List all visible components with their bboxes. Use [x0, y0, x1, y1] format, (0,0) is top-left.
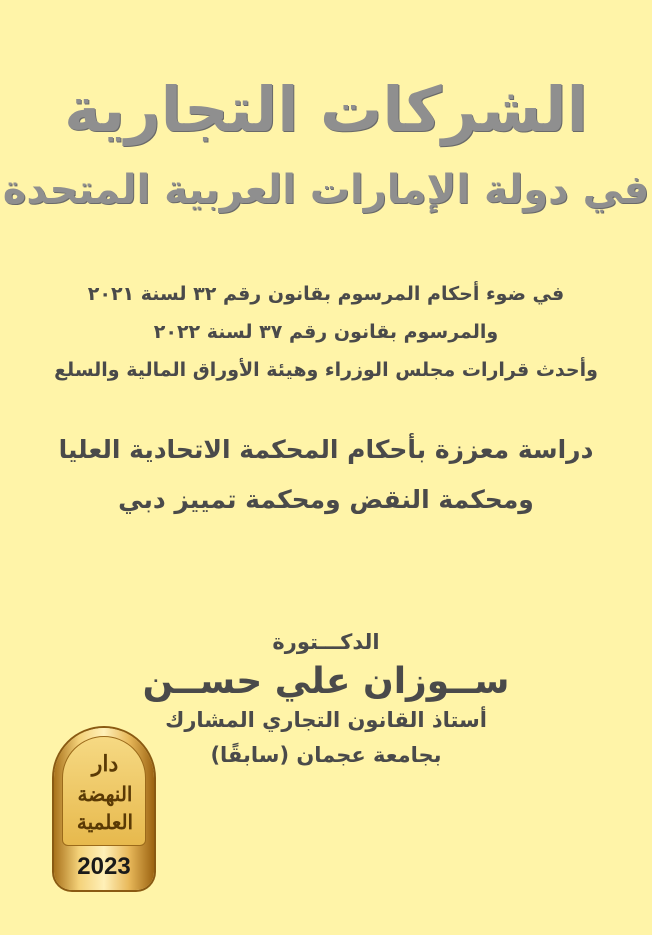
publisher-logo-line-3: العلمية	[76, 810, 134, 834]
basis-line-3: وأحدث قرارات مجلس الوزراء وهيئة الأوراق المالية والسلع	[54, 359, 598, 381]
book-title: الشركات التجارية	[64, 73, 588, 146]
publisher-logo	[62, 736, 146, 846]
author-university: بجامعة عجمان (سابقًا)	[210, 743, 442, 767]
study-line-1: دراسة معززة بأحكام المحكمة الاتحادية العليا	[58, 435, 594, 464]
publication-year: 2023	[77, 853, 131, 880]
author-position: أستاذ القانون التجاري المشارك	[165, 708, 487, 732]
study-line-2: ومحكمة النقض ومحكمة تمييز دبي	[118, 485, 534, 514]
basis-line-1: في ضوء أحكام المرسوم بقانون رقم ٣٢ لسنة ٢٠٢١	[87, 283, 565, 305]
author-name: ســوزان علي حســن	[142, 661, 510, 702]
basis-line-2: والمرسوم بقانون رقم ٣٧ لسنة ٢٠٢٢	[153, 321, 499, 343]
author-title: الدكـــتورة	[272, 630, 380, 654]
publisher-badge	[54, 728, 154, 890]
book-subtitle: في دولة الإمارات العربية المتحدة	[2, 167, 650, 213]
publisher-logo-line-2: النهضة	[77, 782, 133, 806]
publisher-logo-line-1: دار	[91, 751, 119, 777]
